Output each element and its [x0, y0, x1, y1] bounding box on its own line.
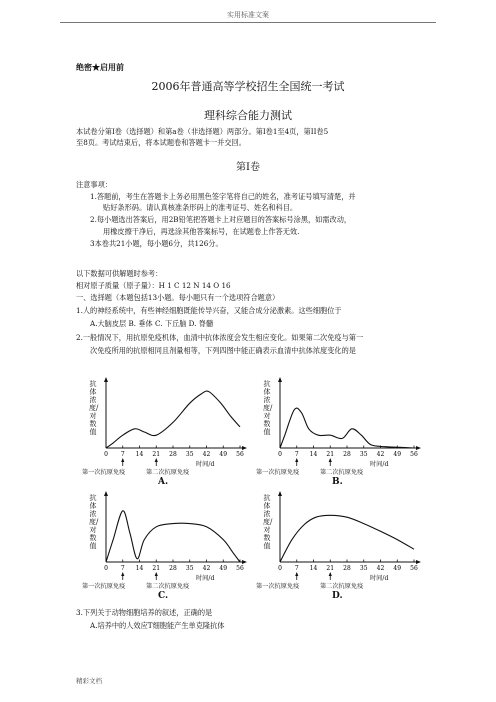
chart-b-tick-label: 14 — [309, 451, 318, 458]
chart-c-second-immunization-label: 第二次抗原免疫 — [146, 583, 190, 590]
atomic-mass-line: 相对原子质量（原子量）：H 1 C 12 N 14 O 16 — [76, 281, 231, 290]
chart-c-tick-label: 7 — [120, 565, 125, 572]
chart-c-series-line — [106, 511, 240, 562]
chart-c-tick-label: 14 — [135, 565, 144, 572]
chart-a-first-immunization-label: 第一次抗原免疫 — [82, 469, 126, 476]
chart-d-tick-label: 49 — [393, 565, 402, 572]
chart-d-ylabel: 抗体浓度/对数值 — [263, 494, 273, 550]
chart-b-tick-label: 7 — [294, 451, 299, 458]
chart-c-first-immunization-label: 第一次抗原免疫 — [82, 583, 126, 590]
chart-b-svg — [260, 374, 420, 474]
chart-d-tick-label: 35 — [359, 565, 368, 572]
chart-a-ylabel: 抗体浓度/对数值 — [89, 380, 99, 436]
chart-a — [82, 374, 246, 496]
chart-b-y-arrow — [278, 377, 282, 382]
chart-b-xlabel: 时间/d — [370, 461, 389, 468]
chart-c-x-arrow — [242, 560, 247, 564]
chart-a-tick-label: 14 — [135, 451, 144, 458]
chart-c — [82, 488, 246, 610]
chart-a-tick-label: 35 — [185, 451, 194, 458]
chart-b-tick-label: 21 — [326, 451, 335, 458]
chart-b-tick-label: 42 — [376, 451, 385, 458]
chart-b-second-arrowhead — [329, 458, 332, 462]
chart-d-tick-label: 56 — [410, 565, 418, 572]
chart-d-second-immunization-label: 第二次抗原免疫 — [320, 583, 364, 590]
chart-b — [256, 374, 420, 496]
note-2a: 2.每小题选出答案后，用2B铅笔把答题卡上对应题目的答案标号涂黑，如需改动， — [90, 215, 352, 224]
chart-b-series-line — [280, 408, 414, 448]
chart-a-series-line — [106, 391, 240, 448]
question-3-option-a: A.培养中的人效应T细胞能产生单克隆抗体 — [90, 621, 225, 630]
question-1: 1.人的神经系统中，有些神经细胞既能传导兴奋，又能合成分泌激素。这些细胞位于 — [76, 306, 342, 315]
chart-a-tick-label: 56 — [236, 451, 244, 458]
chart-a-tick-label: 42 — [202, 451, 211, 458]
chart-d — [256, 488, 420, 610]
question-2-line-2: 次免疫所用的抗原相同且剂量相等，下列四图中能正确表示血清中抗体浓度变化的是 — [90, 346, 356, 355]
chart-c-tick-label: 28 — [169, 565, 177, 572]
page-header: 实用标准文案 — [227, 11, 269, 19]
chart-a-second-immunization-label: 第二次抗原免疫 — [146, 469, 190, 476]
chart-c-tick-label: 56 — [236, 565, 244, 572]
chart-d-x-arrow — [416, 560, 421, 564]
chart-d-svg — [260, 488, 420, 588]
chart-a-y-arrow — [104, 377, 108, 382]
chart-a-option-label: A. — [158, 477, 169, 487]
chart-b-second-immunization-label: 第二次抗原免疫 — [320, 469, 364, 476]
chart-d-xlabel: 时间/d — [370, 575, 389, 582]
chart-b-tick-label: 35 — [359, 451, 368, 458]
note-1a: 1.答题前，考生在答题卡上务必用黑色签字笔将自己的姓名，准考证号填写清楚，并 — [90, 192, 356, 201]
chart-b-x-arrow — [416, 446, 421, 450]
question-1-options: A.大脑皮层 B. 垂体 C. 下丘脑 D. 脊髓 — [90, 319, 214, 328]
chart-c-tick-label: 21 — [152, 565, 161, 572]
chart-d-tick-label: 42 — [376, 565, 385, 572]
chart-c-first-arrowhead — [121, 572, 124, 576]
note-3: 3本卷共21小题，每小题6分，共126分。 — [90, 239, 223, 248]
chart-a-tick-label: 49 — [219, 451, 228, 458]
chart-c-tick-label: 35 — [185, 565, 194, 572]
chart-b-option-label: B. — [332, 477, 343, 487]
data-title: 以下数据可供解题时参考： — [76, 269, 163, 278]
chart-b-tick-label: 49 — [393, 451, 402, 458]
chart-d-first-immunization-label: 第一次抗原免疫 — [256, 583, 300, 590]
chart-d-series-line — [280, 515, 414, 562]
page-footer: 精彩文档 — [76, 677, 102, 685]
chart-d-y-arrow — [278, 491, 282, 496]
chart-a-tick-label: 0 — [104, 451, 108, 458]
chart-c-tick-label: 49 — [219, 565, 228, 572]
note-1b: 贴好条形码。请认真核准条形码上的准考证号、姓名和科目。 — [103, 203, 298, 212]
volume-heading: 第Ⅰ卷 — [236, 162, 260, 173]
chart-d-second-arrowhead — [329, 572, 332, 576]
confidential-mark: 绝密★启用前 — [76, 62, 124, 72]
chart-a-second-arrowhead — [155, 458, 158, 462]
chart-b-ylabel: 抗体浓度/对数值 — [263, 380, 273, 436]
chart-a-first-arrowhead — [121, 458, 124, 462]
chart-d-tick-label: 7 — [294, 565, 299, 572]
question-2-line-1: 2.一般情况下，用抗原免疫机体，血清中抗体浓度会发生相应变化。如果第二次免疫与第一 — [76, 333, 364, 342]
intro-line-2: 至8页。考试结束后，将本试题卷和答题卡一并交回。 — [76, 138, 246, 147]
chart-a-x-arrow — [242, 446, 247, 450]
chart-a-xlabel: 时间/d — [196, 461, 215, 468]
intro-line-1: 本试卷分第Ⅰ卷（选择题）和第a卷（非选择题）两部分。第Ⅰ卷1至4页，第II卷5 — [76, 127, 329, 136]
chart-d-tick-label: 0 — [278, 565, 282, 572]
question-3: 3.下列关于动物细胞培养的叙述，正确的是 — [76, 608, 213, 617]
chart-b-tick-label: 28 — [343, 451, 351, 458]
chart-c-y-arrow — [104, 491, 108, 496]
exam-subtitle: 理科综合能力测试 — [204, 109, 292, 122]
chart-c-tick-label: 0 — [104, 565, 108, 572]
chart-d-first-arrowhead — [295, 572, 298, 576]
chart-a-tick-label: 21 — [152, 451, 161, 458]
exam-title: 2006年普通高等学校招生全国统一考试 — [151, 80, 345, 93]
chart-d-tick-label: 14 — [309, 565, 318, 572]
notes-title: 注意事项： — [76, 180, 112, 189]
chart-c-tick-label: 42 — [202, 565, 211, 572]
chart-a-tick-label: 7 — [120, 451, 125, 458]
chart-b-tick-label: 56 — [410, 451, 418, 458]
chart-d-tick-label: 28 — [343, 565, 351, 572]
chart-d-tick-label: 21 — [326, 565, 335, 572]
chart-b-first-immunization-label: 第一次抗原免疫 — [256, 469, 300, 476]
chart-c-ylabel: 抗体浓度/对数值 — [89, 494, 99, 550]
chart-c-xlabel: 时间/d — [196, 575, 215, 582]
chart-c-second-arrowhead — [155, 572, 158, 576]
header-divider — [60, 22, 436, 23]
chart-a-tick-label: 28 — [169, 451, 177, 458]
chart-a-svg — [86, 374, 246, 474]
chart-b-first-arrowhead — [295, 458, 298, 462]
section-heading: 一、选择题（本题包括13小题。每小题只有一个选项符合题意） — [76, 293, 280, 302]
note-2b: 用橡皮擦干净后，再选涂其他答案标号，在试题卷上作答无效. — [103, 227, 300, 236]
chart-c-option-label: C. — [158, 591, 169, 601]
chart-c-svg — [86, 488, 246, 588]
chart-d-option-label: D. — [332, 591, 343, 601]
chart-b-tick-label: 0 — [278, 451, 282, 458]
